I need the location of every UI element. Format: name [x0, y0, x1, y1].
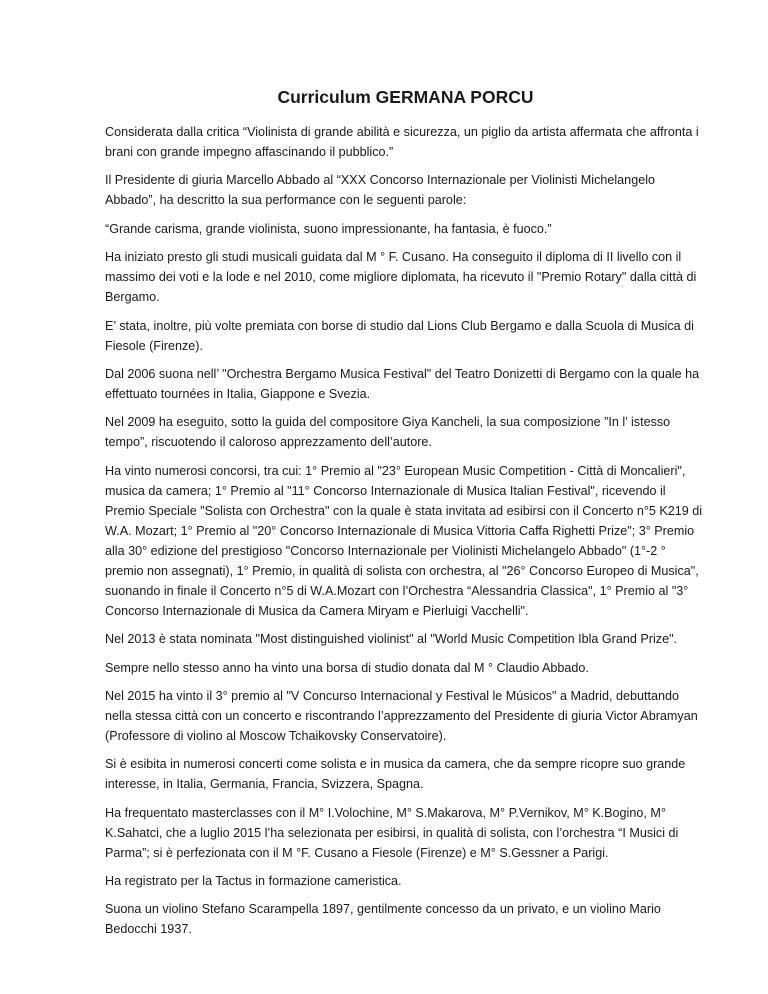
paragraph-citazione: “Grande carisma, grande violinista, suono impressionante, ha fantasia, è fuoco.” — [105, 221, 552, 236]
paragraph-kancheli: Nel 2009 ha eseguito, sotto la guida del compositore Giya Kancheli, la sua composizione ”In l’ istesso tempo”, riscuotendo il caloroso apprezzamento dell’autore. — [105, 415, 671, 450]
paragraph-violino: Suona un violino Stefano Scarampella 1897, gentilmente concesso da un privato, e un violino Mario Bedocchi 1937. — [105, 902, 661, 937]
paragraph-orchestra: Dal 2006 suona nell’ "Orchestra Bergamo Musica Festival" del Teatro Donizetti di Bergamo con la quale ha effettuato tournées in Italia, Giappone e Svezia. — [105, 366, 700, 401]
paragraph-masterclasses: Ha frequentato masterclasses con il M° I.Volochine, M° S.Makarova, M° P.Vernikov, M° K.Bogino, M° K.Sahatci, che a luglio 2015 l’ha selezionata per esibirsi, in qualità di solista, con l’orchestra “I Musici di Parma”; si è perfezionata con il M °F. Cusano a Fiesole (Firenze) e M° S.Gessner a Parigi. — [105, 805, 679, 860]
paragraph-2013: Nel 2013 è stata nominata "Most distinguished violinist" al "World Music Competition Ibla Grand Prize". — [105, 632, 678, 647]
document-title: Curriculum GERMANA PORCU — [277, 87, 534, 107]
paragraph-critica: Considerata dalla critica “Violinista di grande abilità e sicurezza, un piglio da artista affermata che affronta i brani con grande impegno affascinando il pubblico.” — [105, 125, 699, 159]
paragraph-presidente-giuria: Il Presidente di giuria Marcello Abbado al “XXX Concorso Internazionale per Violinisti Michelangelo Abbado”, ha descritto la sua performance con le seguenti parole: — [105, 173, 655, 208]
paragraph-studi: Ha iniziato presto gli studi musicali guidata dal M ° F. Cusano. Ha conseguito il diploma di II livello con il massimo dei voti e la lode e nel 2010, come migliore diplomata, ha ricevuto il "Premio Rotary" dalla città di Bergamo. — [105, 250, 697, 305]
paragraph-tactus: Ha registrato per la Tactus in formazione cameristica. — [105, 874, 402, 889]
paragraph-borsa-abbado: Sempre nello stesso anno ha vinto una borsa di studio donata dal M ° Claudio Abbado. — [105, 660, 589, 675]
paragraph-concorsi: Ha vinto numerosi concorsi, tra cui: 1° Premio al "23° European Music Competition - Città di Moncalieri", musica da camera; 1° Premio al "11° Concorso Internazionale di Musica Italian Festival", ricevendo il Premio Speciale "Solista con Orchestra" con la quale è stata invitata ad esibirsi con il Concerto n°5 K219 di W.A. Mozart; 1° Premio al "20° Concorso Internazionale di Musica Vittoria Caffa Righetti Prize"; 3° Premio alla 30° edizione del prestigioso "Concorso Internazionale per Violinisti Michelangelo Abbado" (1°-2 ° premio non assegnati), 1° Premio, in qualità di solista con orchestra, al "26° Concorso Europeo di Musica", suonando in finale il Concerto n°5 di W.A.Mozart con l’Orchestra “Alessandria Classica", 1° Premio al "3° Concorso Internazionale di Musica da Camera Miryam e Pierluigi Vacchelli". — [105, 463, 703, 618]
paragraph-borse-studio: E’ stata, inoltre, più volte premiata con borse di studio dal Lions Club Bergamo e dalla Scuola di Musica di Fiesole (Firenze). — [105, 318, 694, 353]
paragraph-concerti: Si è esibita in numerosi concerti come solista e in musica da camera, che da sempre ricopre suo grande interesse, in Italia, Germania, Francia, Svizzera, Spagna. — [105, 757, 686, 792]
paragraph-2015-madrid: Nel 2015 ha vinto il 3° premio al "V Concurso Internacional y Festival le Músicos" a Madrid, debuttando nella stessa città con un concerto e riscontrando l’apprezzamento del Presidente di giuria Victor Abramyan (Professore di violino al Moscow Tchaikovsky Conservatoire). — [105, 688, 698, 743]
